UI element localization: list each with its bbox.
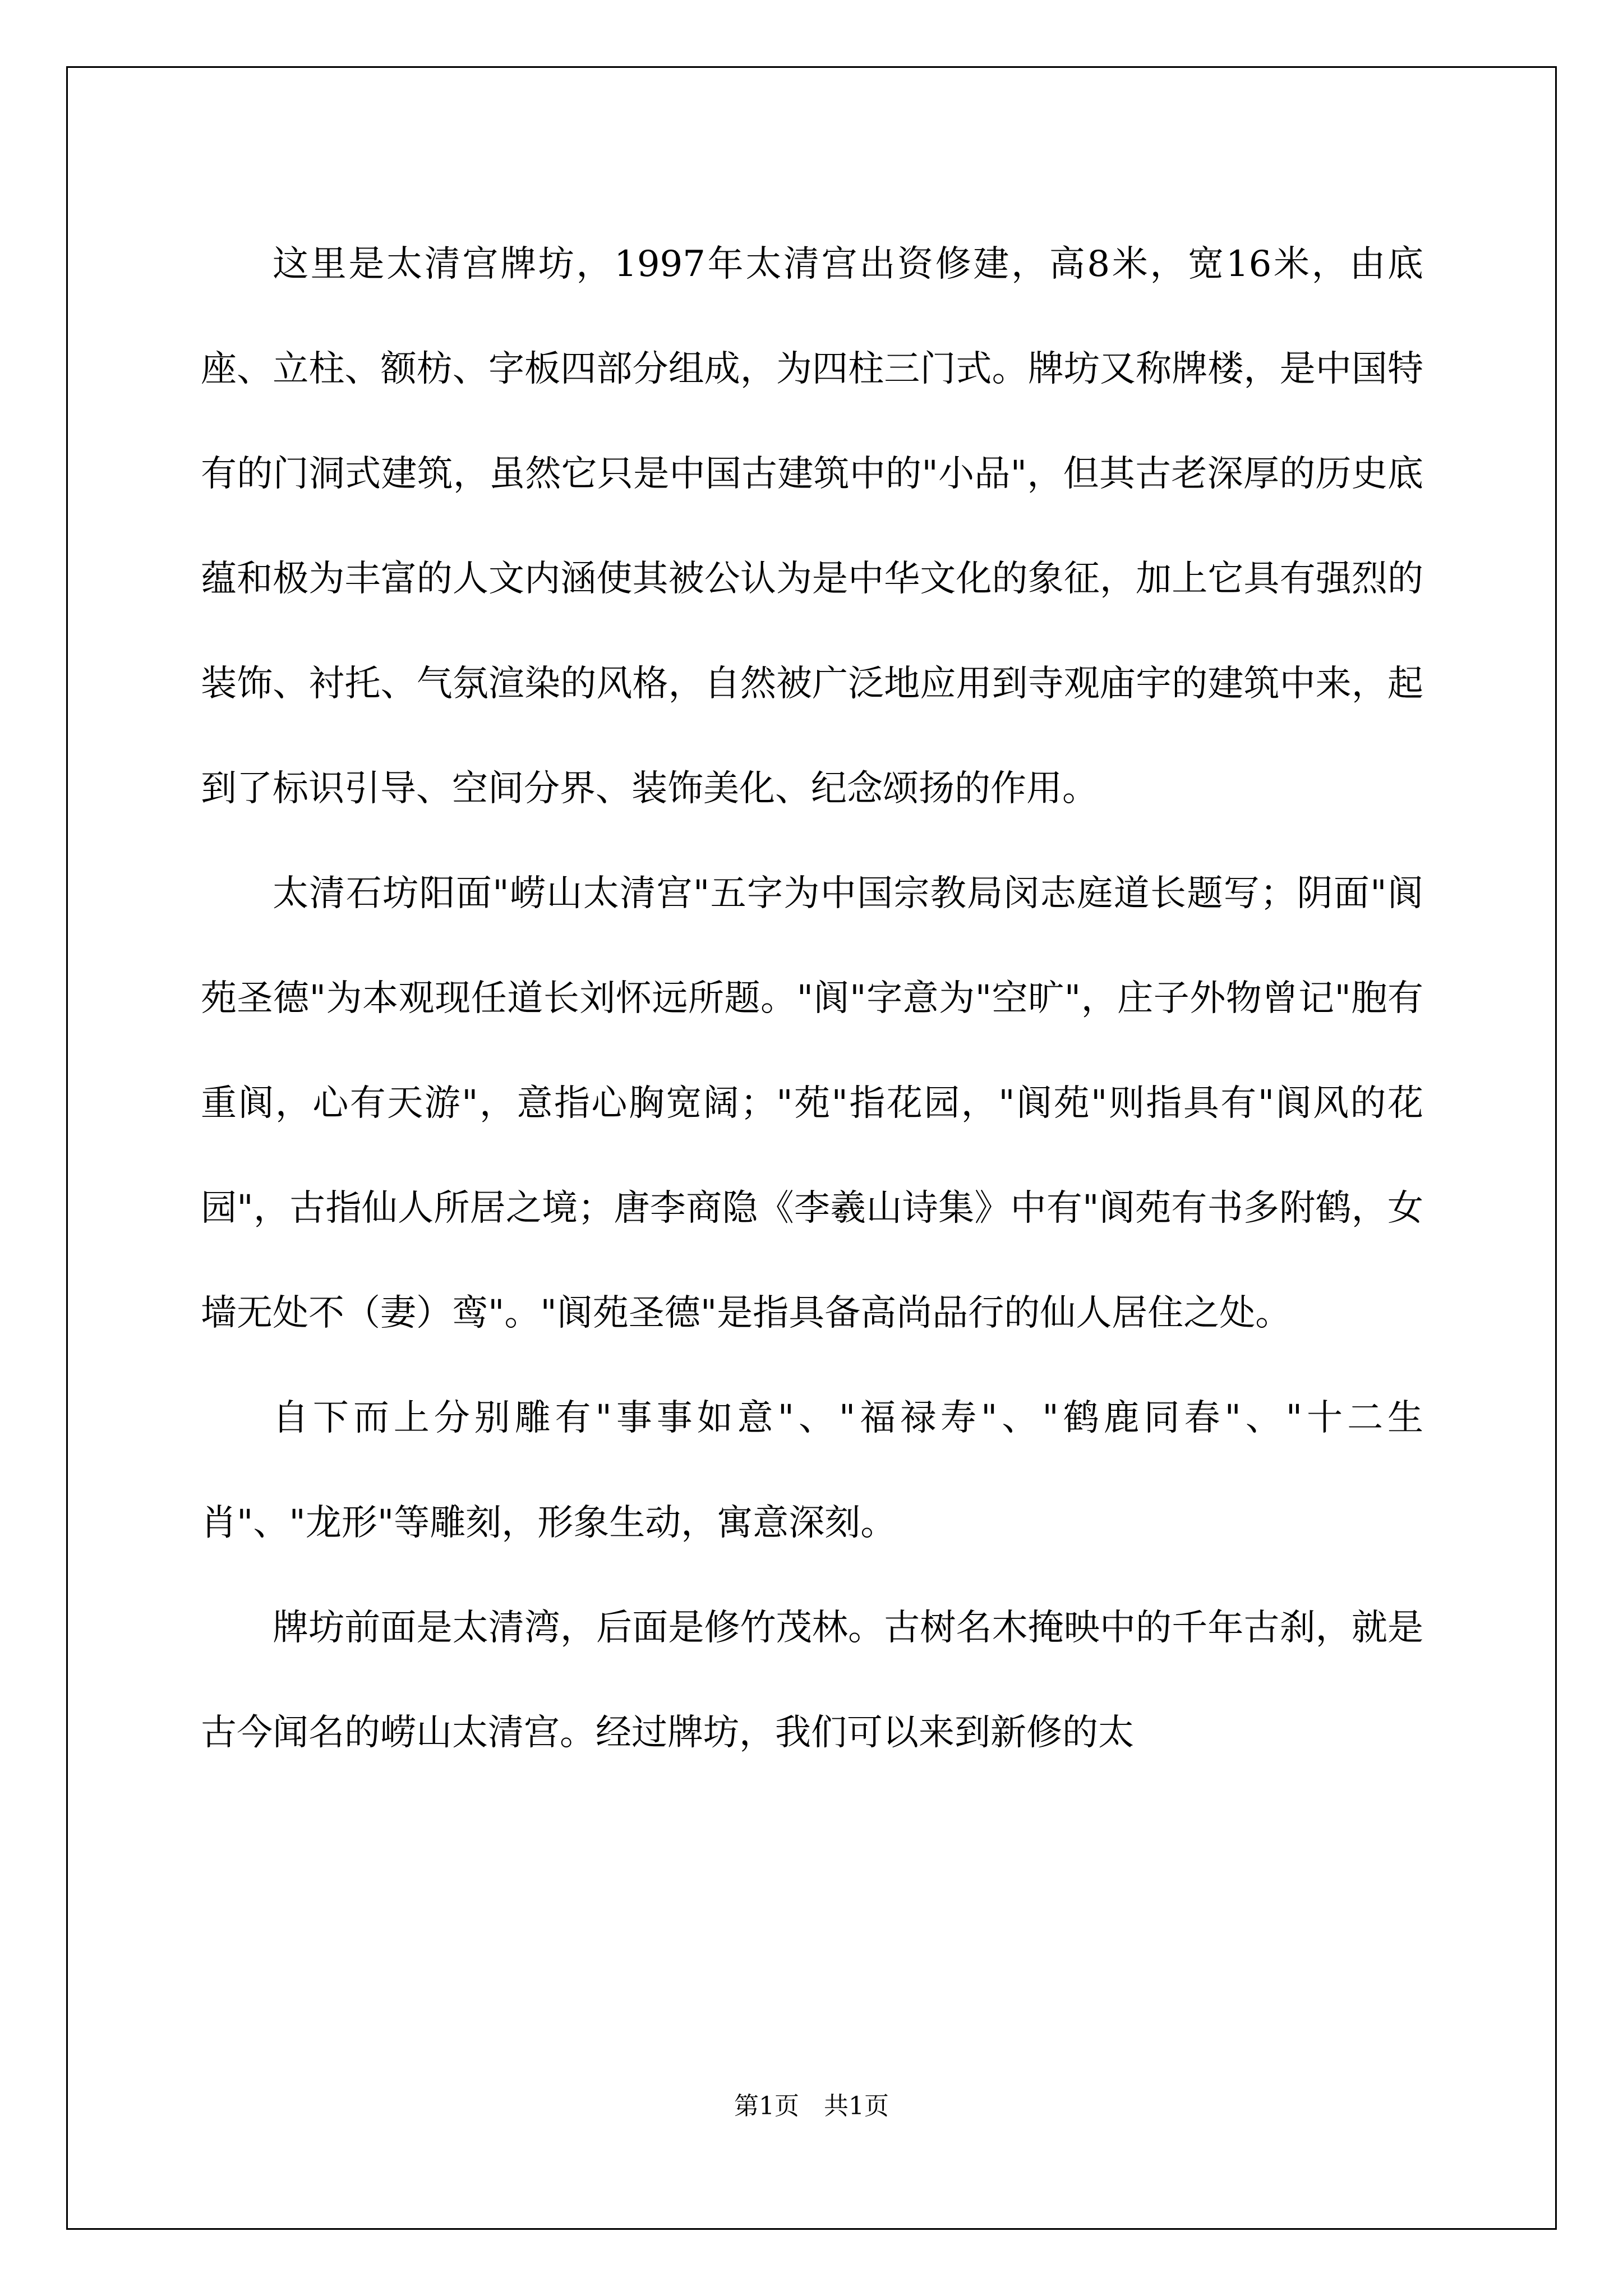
- paragraph-3: 自下而上分别雕有"事事如意"、"福禄寿"、"鹤鹿同春"、"十二生肖"、"龙形"等雕刻，形象生动，寓意深刻。: [201, 1397, 1423, 1544]
- paragraph-4: 牌坊前面是太清湾，后面是修竹茂林。古树名木掩映中的千年古刹，就是古今闻名的崂山太清宫。经过牌坊，我们可以来到新修的太: [201, 1607, 1423, 1754]
- paragraph-1: 这里是太清宫牌坊，1997年太清宫出资修建，高8米，宽16米，由底座、立柱、额枋、字板四部分组成，为四柱三门式。牌坊又称牌楼，是中国特有的门洞式建筑，虽然它只是中国古建筑中的"小品"，但其古老深厚的历史底蕴和极为丰富的人文内涵使其被公认为是中华文化的象征，加上它具有强烈的装饰、衬托、气氛渲染的风格，自然被广泛地应用到寺观庙宇的建筑中来，起到了标识引导、空间分界、装饰美化、纪念颂扬的作用。: [201, 243, 1423, 809]
- paragraph-2: 太清石坊阳面"崂山太清宫"五字为中国宗教局闵志庭道长题写；阴面"阆苑圣德"为本观现任道长刘怀远所题。"阆"字意为"空旷"，庄子外物曾记"胞有重阆，心有天游"，意指心胸宽阔；"苑"指花园，"阆苑"则指具有"阆风的花园"，古指仙人所居之境；唐李商隐《李羲山诗集》中有"阆苑有书多附鹤，女墙无处不（妻）鸾"。"阆苑圣德"是指具备高尚品行的仙人居住之处。: [201, 873, 1423, 1334]
- document-body: [201, 212, 1423, 1786]
- page-footer: 第1页 共1页: [734, 2092, 889, 2120]
